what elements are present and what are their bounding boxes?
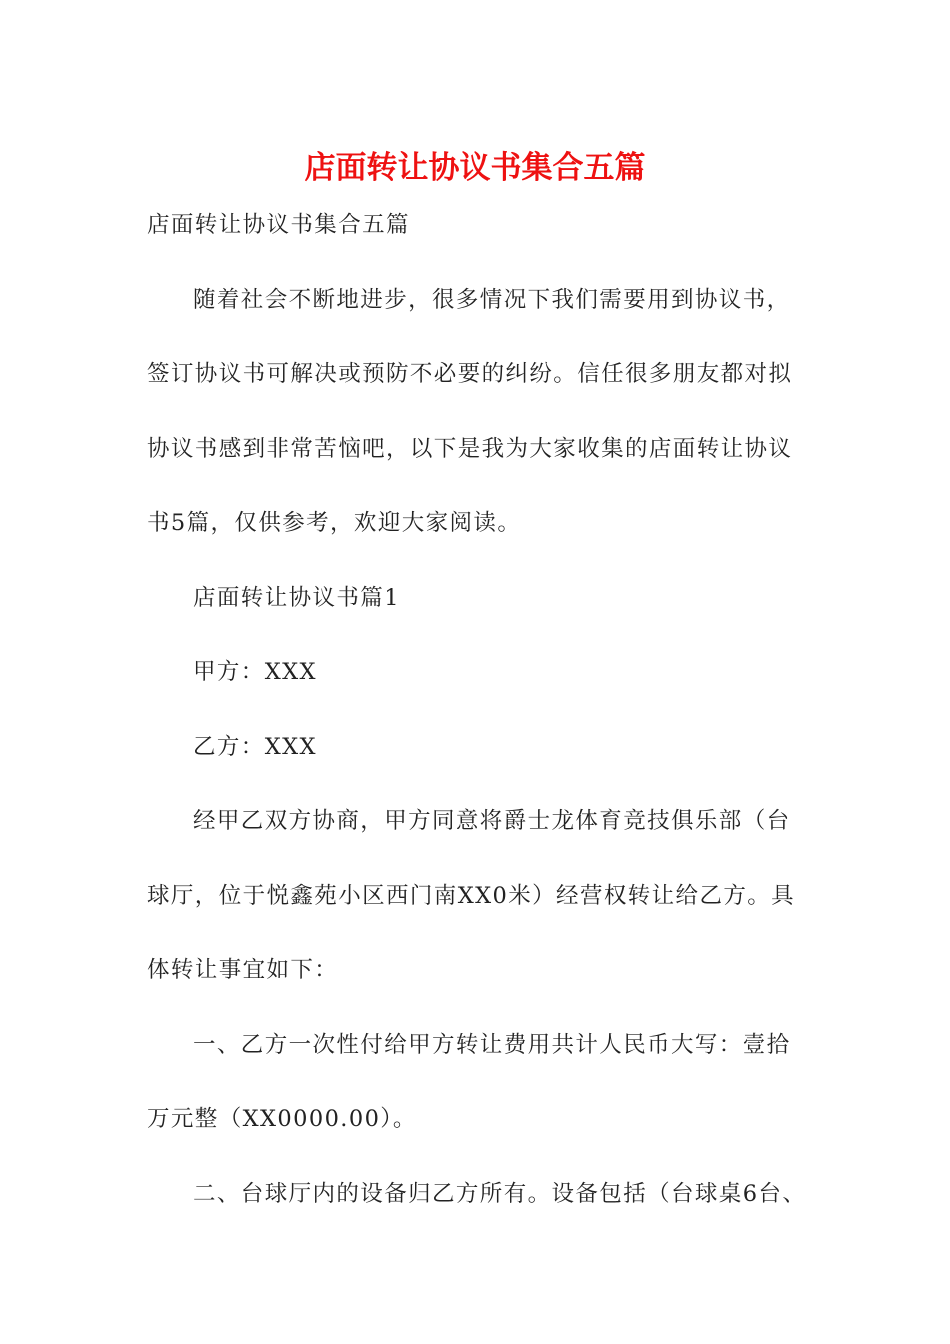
party-b-line: 乙方：XXX xyxy=(193,733,317,760)
paragraph-line: 签订协议书可解决或预防不必要的纠纷。信任很多朋友都对拟 xyxy=(147,361,793,387)
document-title: 店面转让协议书集合五篇 xyxy=(304,150,646,186)
clause-line: 一、乙方一次性付给甲方转让费用共计人民币大写：壹拾 xyxy=(193,1031,791,1058)
paragraph-line: 书5篇，仅供参考，欢迎大家阅读。 xyxy=(147,510,522,536)
paragraph-line: 协议书感到非常苦恼吧，以下是我为大家收集的店面转让协议 xyxy=(147,435,793,462)
clause-line: 二、台球厅内的设备归乙方所有。设备包括（台球桌6台、 xyxy=(193,1180,807,1207)
clause-line: 万元整（XX0000.00）。 xyxy=(147,1106,417,1132)
party-a-line: 甲方：XXX xyxy=(193,659,317,685)
section-heading: 店面转让协议书篇1 xyxy=(193,584,400,611)
paragraph-line: 随着社会不断地进步，很多情况下我们需要用到协议书， xyxy=(193,286,791,313)
paragraph-line: 体转让事宜如下： xyxy=(147,957,339,983)
paragraph-line: 球厅，位于悦鑫苑小区西门南XX0米）经营权转让给乙方。具 xyxy=(147,882,796,909)
paragraph-line: 经甲乙双方协商，甲方同意将爵士龙体育竞技俱乐部（台 xyxy=(193,808,791,834)
paragraph-line: 店面转让协议书集合五篇 xyxy=(147,212,410,238)
document-body xyxy=(147,204,807,1247)
